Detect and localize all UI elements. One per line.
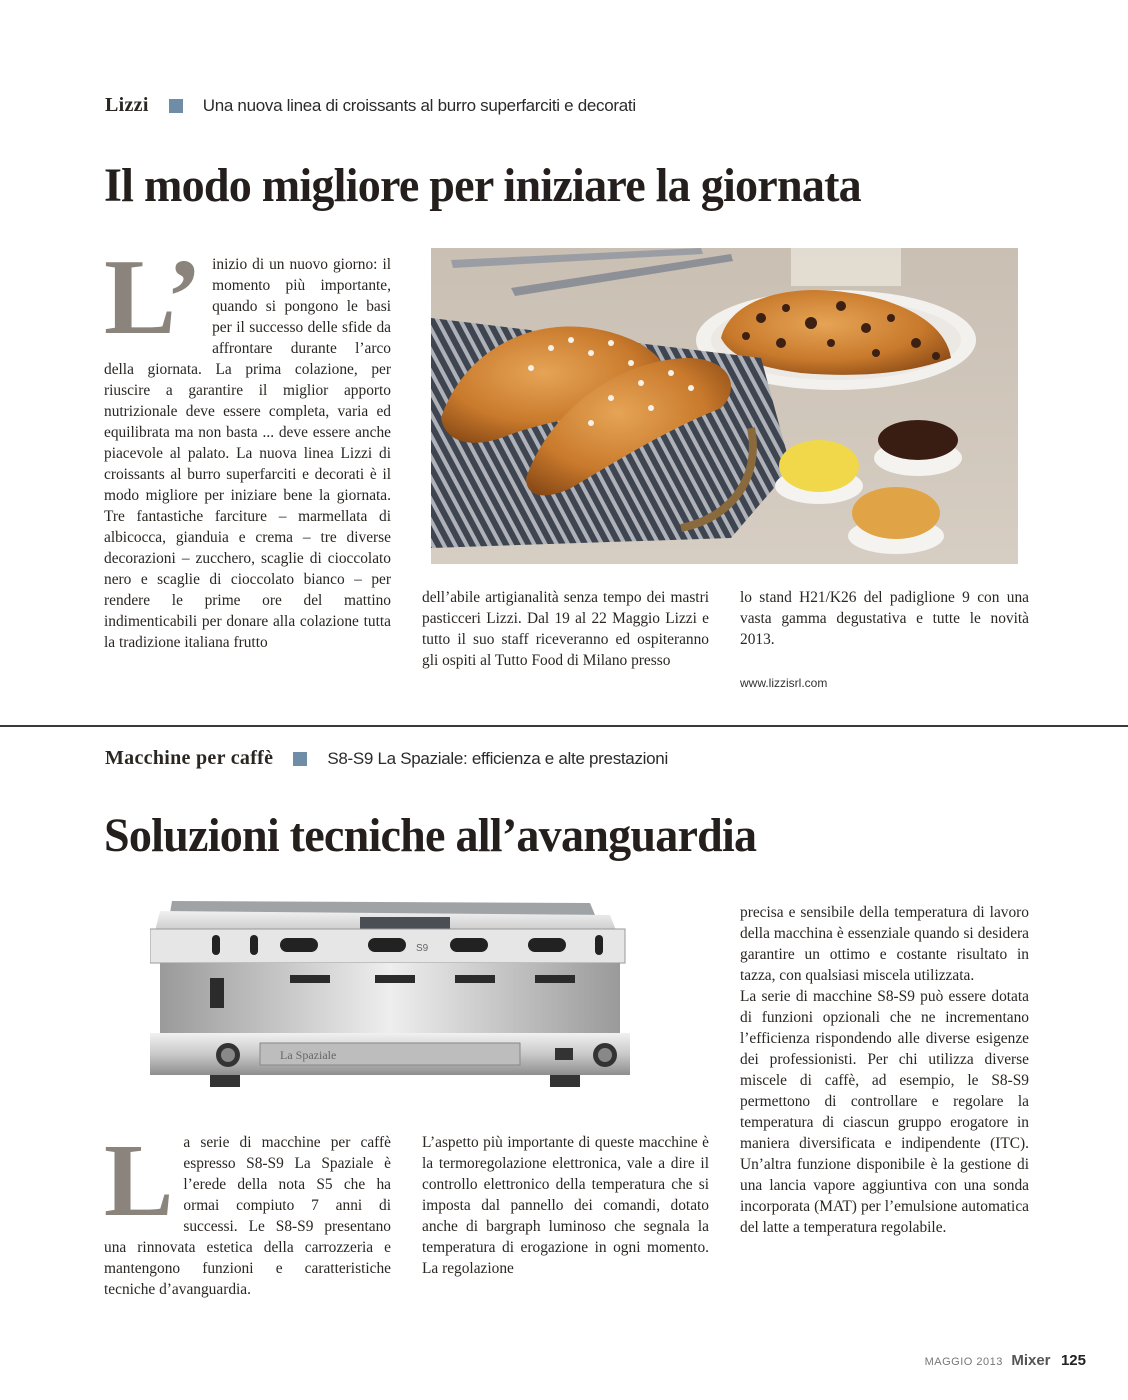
body-text: inizio di un nuovo giorno: il momento più importante, quando si pongono le basi per il successo delle sfide da affrontare durante l’arco della giornata. La prima colazione, per riuscire a garantire il miglior apporto nutrizionale deve essere completa, varia ed equilibrata ma non basta ... deve essere anche piacevole al palato. La nuova linea Lizzi di croissants al burro superfarciti e decorati è il modo migliore per iniziare bene la giornata. Tre fantastiche farciture – marmellata di albicocca, gianduia e crema – tre diverse decorazioni – zucchero, scaglie di cioccolato nero e scaglie di cioccolato bianco – per rendere le prime ore del mattino indimenticabili per donare alla colazione tutta la tradizione italiana frutto	[104, 256, 391, 651]
croissant-illustration	[431, 248, 1018, 564]
machine-badge: S9	[416, 943, 429, 954]
section-label: Macchine per caffè	[105, 747, 274, 769]
square-bullet-icon	[293, 752, 307, 766]
article-column-2	[422, 587, 709, 671]
body-text: a serie di macchine per caffè espresso S8-S9 La Spaziale è l’erede della nota S5 che ha ormai compiuto 7 anni di successi. Le S8-S9 presentano una rinnovata estetica della carrozzeria e mantengono funzioni e caratteristiche tecniche d’avanguardia.	[104, 1134, 391, 1298]
body-text: precisa e sensibile della temperatura di lavoro della macchina è essenziale quando si desidera garantire un ottimo e costante risultato in tazza, con qualsiasi miscela utilizzata.	[740, 904, 1029, 984]
article-column-2	[422, 1132, 709, 1279]
article-column-3	[740, 587, 1029, 650]
section-subtitle: Una nuova linea di croissants al burro superfarciti e decorati	[202, 95, 636, 115]
espresso-machine-illustration	[150, 893, 630, 1103]
body-text: La serie di macchine S8-S9 può essere dotata di funzioni opzionali che ne incrementano l’efficienza rispondendo alle diverse esigenze dei professionisti. Per chi utilizza diverse miscele di caffè, ad esempio, le S8-S9 permettono di controllare e regolare la temperatura di ciascun gruppo erogatore in maniera diversificata e indipendente (ITC). Un’altra funzione disponibile è la gestione di una lancia vapore aggiuntiva con una sonda incorporata (MAT) per l’emulsione automatica del latte a temperatura regolabile.	[740, 988, 1029, 1236]
section-subtitle: S8-S9 La Spaziale: efficienza e alte prestazioni	[327, 748, 668, 768]
body-text: lo stand H21/K26 del padiglione 9 con una vasta gamma degustativa e tutte le novità 2013.	[740, 589, 1029, 648]
body-text: L’aspetto più importante di queste macchine è la termoregolazione elettronica, vale a dire il controllo elettronico della temperatura che si imposta dal pannello dei comandi, dotato anche di bargraph luminoso che segnala la temperatura di erogazione in ogni momento. La regolazione	[422, 1134, 709, 1277]
drop-cap: L’	[104, 238, 203, 357]
kicker-macchine	[105, 747, 668, 770]
body-text: dell’abile artigianalità senza tempo dei mastri pasticceri Lizzi. Dal 19 al 22 Maggio Lizzi e tutto il suo staff riceveranno ed ospiteranno gli ospiti al Tutto Food di Milano presso	[422, 589, 709, 669]
headline: Soluzioni tecniche all’avanguardia	[104, 809, 757, 862]
article-column-1	[104, 238, 391, 653]
page-folio	[925, 1352, 1086, 1370]
page-number: 125	[1060, 1352, 1086, 1369]
headline: Il modo migliore per iniziare la giornata	[104, 159, 861, 212]
espresso-machine-photo	[150, 893, 630, 1103]
kicker-lizzi	[105, 94, 636, 117]
machine-brand-plate: La Spaziale	[280, 1048, 337, 1062]
square-bullet-icon	[169, 99, 183, 113]
article-column-1	[104, 1123, 391, 1300]
article-column-3	[740, 902, 1029, 1238]
drop-cap: L	[104, 1123, 174, 1238]
section-label: Lizzi	[105, 94, 149, 116]
website-url: www.lizzisrl.com	[740, 676, 828, 690]
croissant-photo	[431, 248, 1018, 564]
magazine-name: Mixer	[1011, 1352, 1051, 1369]
section-divider	[0, 725, 1128, 727]
issue-date: MAGGIO 2013	[924, 1356, 1003, 1368]
